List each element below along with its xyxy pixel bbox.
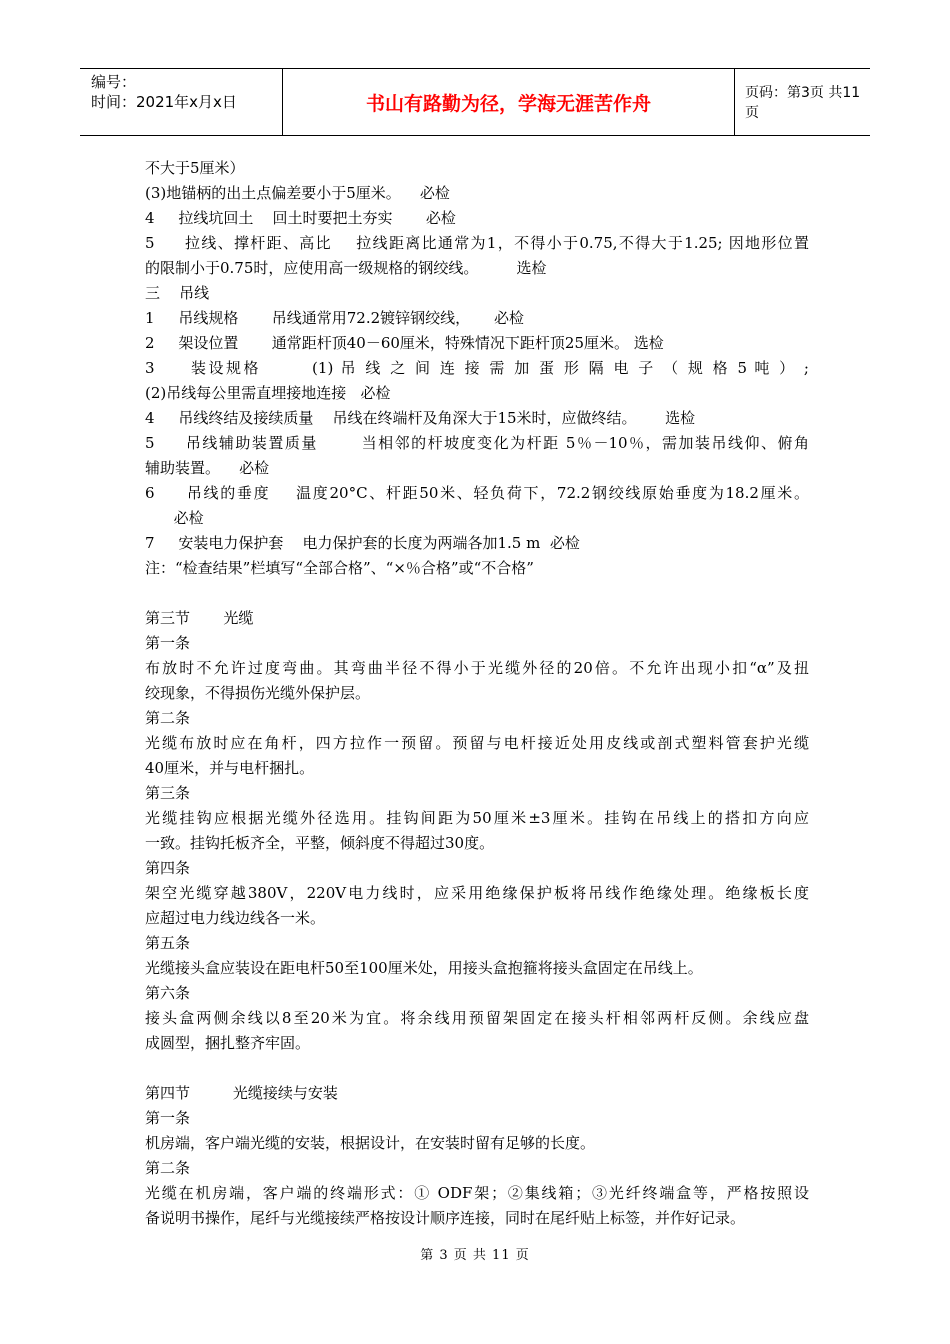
body-line: 接头盒两侧余线以8至20米为宜。将余线用预留架固定在接头杆相邻两杆反侧。余线应盘: [145, 1009, 809, 1027]
body-line: 光缆在机房端，客户端的终端形式：① ODF架；②集线箱；③光纤终端盒等，严格按照设: [145, 1184, 809, 1202]
body-line: 第六条: [145, 984, 191, 1002]
body-line: 3 装设规格 (1) 吊 线 之 间 连 接 需 加 蛋 形 隔 电 子 （ 规 格 5 吨 ） ;: [145, 359, 809, 377]
body-line: 成圆型，捆扎整齐牢固。: [145, 1034, 311, 1052]
body-line: 光缆挂钩应根据光缆外径选用。挂钩间距为50厘米±3厘米。挂钩在吊线上的搭扣方向应: [145, 809, 809, 827]
page-footer: 第 3 页 共 11 页: [420, 1248, 530, 1263]
body-line: 一致。挂钩托板齐全，平整，倾斜度不得超过30度。: [145, 834, 495, 852]
header-meta: [80, 69, 283, 135]
body-line: 第三条: [145, 784, 191, 802]
body-line: 5 吊线辅助装置质量 当相邻的杆坡度变化为杆距 5％－10％，需加装吊线仰、俯角: [145, 434, 809, 452]
header-motto: 书山有路勤为径，学海无涯苦作舟: [283, 69, 735, 135]
body-line: 光缆布放时应在角杆，四方拉作一预留。预留与电杆接近处用皮线或剖式塑料管套护光缆: [145, 734, 809, 752]
serial-number-label: 编号：: [91, 73, 137, 91]
body-line: 6 吊线的垂度 温度20°C、杆距50米、轻负荷下，72.2钢绞线原始垂度为18.2厘米。: [145, 484, 809, 502]
body-line: 4 吊线终结及接续质量 吊线在终端杆及角深大于15米时，应做终结。 选检: [145, 409, 696, 427]
body-line: 机房端，客户端光缆的安装，根据设计，在安装时留有足够的长度。: [145, 1134, 596, 1152]
body-line: (2)吊线每公里需直埋接地连接 必检: [145, 384, 391, 402]
header-page-label: 页码：第3页 共11页: [745, 85, 861, 121]
blank-line: [145, 581, 809, 606]
body-line: 备说明书操作，尾纤与光缆接续严格按设计顺序连接，同时在尾纤贴上标签，并作好记录。: [145, 1209, 746, 1227]
body-line: 不大于5厘米）: [145, 159, 245, 177]
body-line: (3)地锚柄的出土点偏差要小于5厘米。 必检: [145, 184, 450, 202]
body-line: 三 吊线: [145, 284, 210, 302]
document-body: [145, 156, 809, 1231]
page-header: [80, 68, 870, 136]
date-label: 时间：2021年x月x日: [91, 93, 237, 111]
body-line: 4 拉线坑回土 回土时要把土夯实 必检: [145, 209, 456, 227]
blank-line: [145, 1056, 809, 1081]
body-line: 第五条: [145, 934, 191, 952]
body-line: 1 吊线规格 吊线通常用72.2镀锌钢绞线， 必检: [145, 309, 525, 327]
body-line: 第一条: [145, 634, 191, 652]
body-line: 应超过电力线边线各一米。: [145, 909, 326, 927]
body-line: 绞现象，不得损伤光缆外保护层。: [145, 684, 371, 702]
body-line: 40厘米，并与电杆捆扎。: [145, 759, 315, 777]
body-line: 第二条: [145, 709, 191, 727]
body-line: 布放时不允许过度弯曲。其弯曲半径不得小于光缆外径的20倍。不允许出现小扣“α”及扭: [145, 659, 809, 677]
body-line: 必检: [145, 509, 204, 527]
body-line: 光缆接头盒应装设在距电杆50至100厘米处，用接头盒抱箍将接头盒固定在吊线上。: [145, 959, 703, 977]
body-line: 辅助装置。 必检: [145, 459, 270, 477]
body-line: 第一条: [145, 1109, 191, 1127]
body-line: 第四条: [145, 859, 191, 877]
body-line: 7 安装电力保护套 电力保护套的长度为两端各加1.5 m 必检: [145, 534, 580, 552]
body-line: 5 拉线、撑杆距、高比 拉线距离比通常为1，不得小于0.75,不得大于1.25; 因地形位置: [145, 234, 809, 252]
body-line: 第三节 光缆: [145, 609, 254, 627]
body-line: 的限制小于0.75时，应使用高一级规格的钢绞线。 选检: [145, 259, 547, 277]
body-line: 2 架设位置 通常距杆顶40－60厘米，特殊情况下距杆顶25厘米。 选检: [145, 334, 664, 352]
body-line: 架空光缆穿越380V，220V电力线时，应采用绝缘保护板将吊线作绝缘处理。绝缘板长度: [145, 884, 809, 902]
body-line: 注：“检查结果”栏填写“全部合格”、“×％合格”或“不合格”: [145, 559, 534, 577]
body-line: 第二条: [145, 1159, 191, 1177]
body-line: 第四节 光缆接续与安装: [145, 1084, 338, 1102]
